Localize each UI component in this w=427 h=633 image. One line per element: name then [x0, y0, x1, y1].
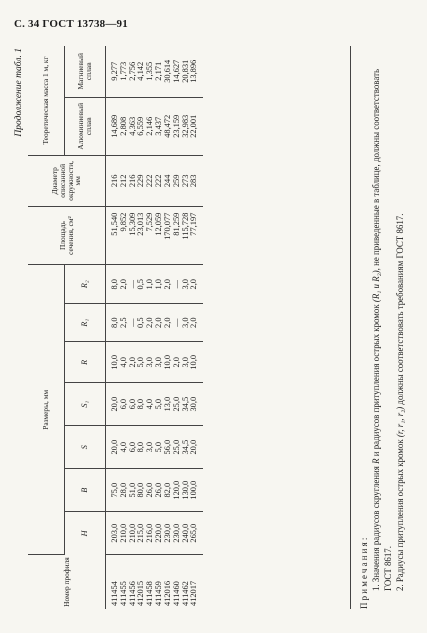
- header-r1: R₁: [65, 303, 106, 341]
- header-magnesium: Магниевый сплав: [65, 46, 106, 97]
- notes: [358, 46, 406, 609]
- header-dimensions: Размеры, мм: [28, 265, 65, 555]
- header-theoretical-mass: Теоретическая масса 1 м, кг: [28, 46, 65, 156]
- table-row: 411456 210,0 51,0 6,0 6,0 2,0 — — 15,309 216 4,363 2,756: [129, 46, 138, 609]
- table-row: 411458 216,0 26,0 3,0 4,0 3,0 2,0 1,0 7,529 222 2,146 1,355: [146, 46, 155, 609]
- notes-heading: Примечания:: [359, 535, 369, 609]
- header-b: B: [65, 469, 106, 512]
- header-area: Площадь сечения, см²: [28, 206, 106, 265]
- note-1: 1. Значения радиусов скругления R и радиусов притупления острых кромок (R₁ и R₂), не приведенные в таблице, должны соответствовать ГОСТ 8617.: [371, 69, 394, 591]
- table-row: 412016 230,0 82,0 56,0 13,0 10,0 2,0 2,0 170,077 244 48,472 30,614: [164, 46, 173, 609]
- table-row: 412015 215,0 80,0 8,0 8,0 5,0 0,5 0,5 23,013 229 6,559 4,142: [137, 46, 146, 609]
- note-2: 2. Радиусы притупления острых кромок (r, r₁, r₂) должны соответствовать требованиям ГОСТ 8617.: [395, 213, 406, 591]
- profiles-table: [28, 46, 203, 609]
- header-s: S: [65, 426, 106, 469]
- header-profile-number: Номер профиля: [28, 555, 106, 609]
- table-row: 411459 220,0 26,0 5,0 5,0 3,0 2,0 1,0 12,059 222 3,437 2,171: [155, 46, 164, 609]
- table-row: 411455 210,0 28,0 4,0 6,0 4,0 2,5 2,0 9,852 212 2,808 1,773: [120, 46, 129, 609]
- table-row: 411454 203,0 75,0 20,0 20,0 10,0 8,0 8,0 51,540 216 14,689 9,277: [106, 46, 120, 609]
- table-bottom-rule: [350, 46, 351, 609]
- header-r2: R₂: [65, 265, 106, 303]
- header-h: H: [65, 512, 106, 555]
- table-row: 411462 240,0 130,0 34,5 34,5 3,0 3,0 3,0 115,728 273 32,983 20,831: [182, 46, 191, 609]
- rotated-content: [14, 46, 418, 609]
- header-aluminum: Алюминиевый сплав: [65, 97, 106, 156]
- header-s1: S₁: [65, 383, 106, 426]
- header-circle-diameter: Диаметр описанной окружности, мм: [28, 156, 106, 207]
- table-continuation-label: Продолжение табл. 1: [14, 48, 24, 137]
- table-row: 411460 230,0 120,0 25,0 25,0 2,0 — — 81,259 259 23,159 14,627: [173, 46, 182, 609]
- page-header: С. 34 ГОСТ 13738—91: [14, 18, 128, 30]
- table-row: 412017 265,0 100,0 20,0 30,0 10,0 2,0 2,0 77,197 283 22,001 13,896: [190, 46, 203, 609]
- header-r: R: [65, 342, 106, 383]
